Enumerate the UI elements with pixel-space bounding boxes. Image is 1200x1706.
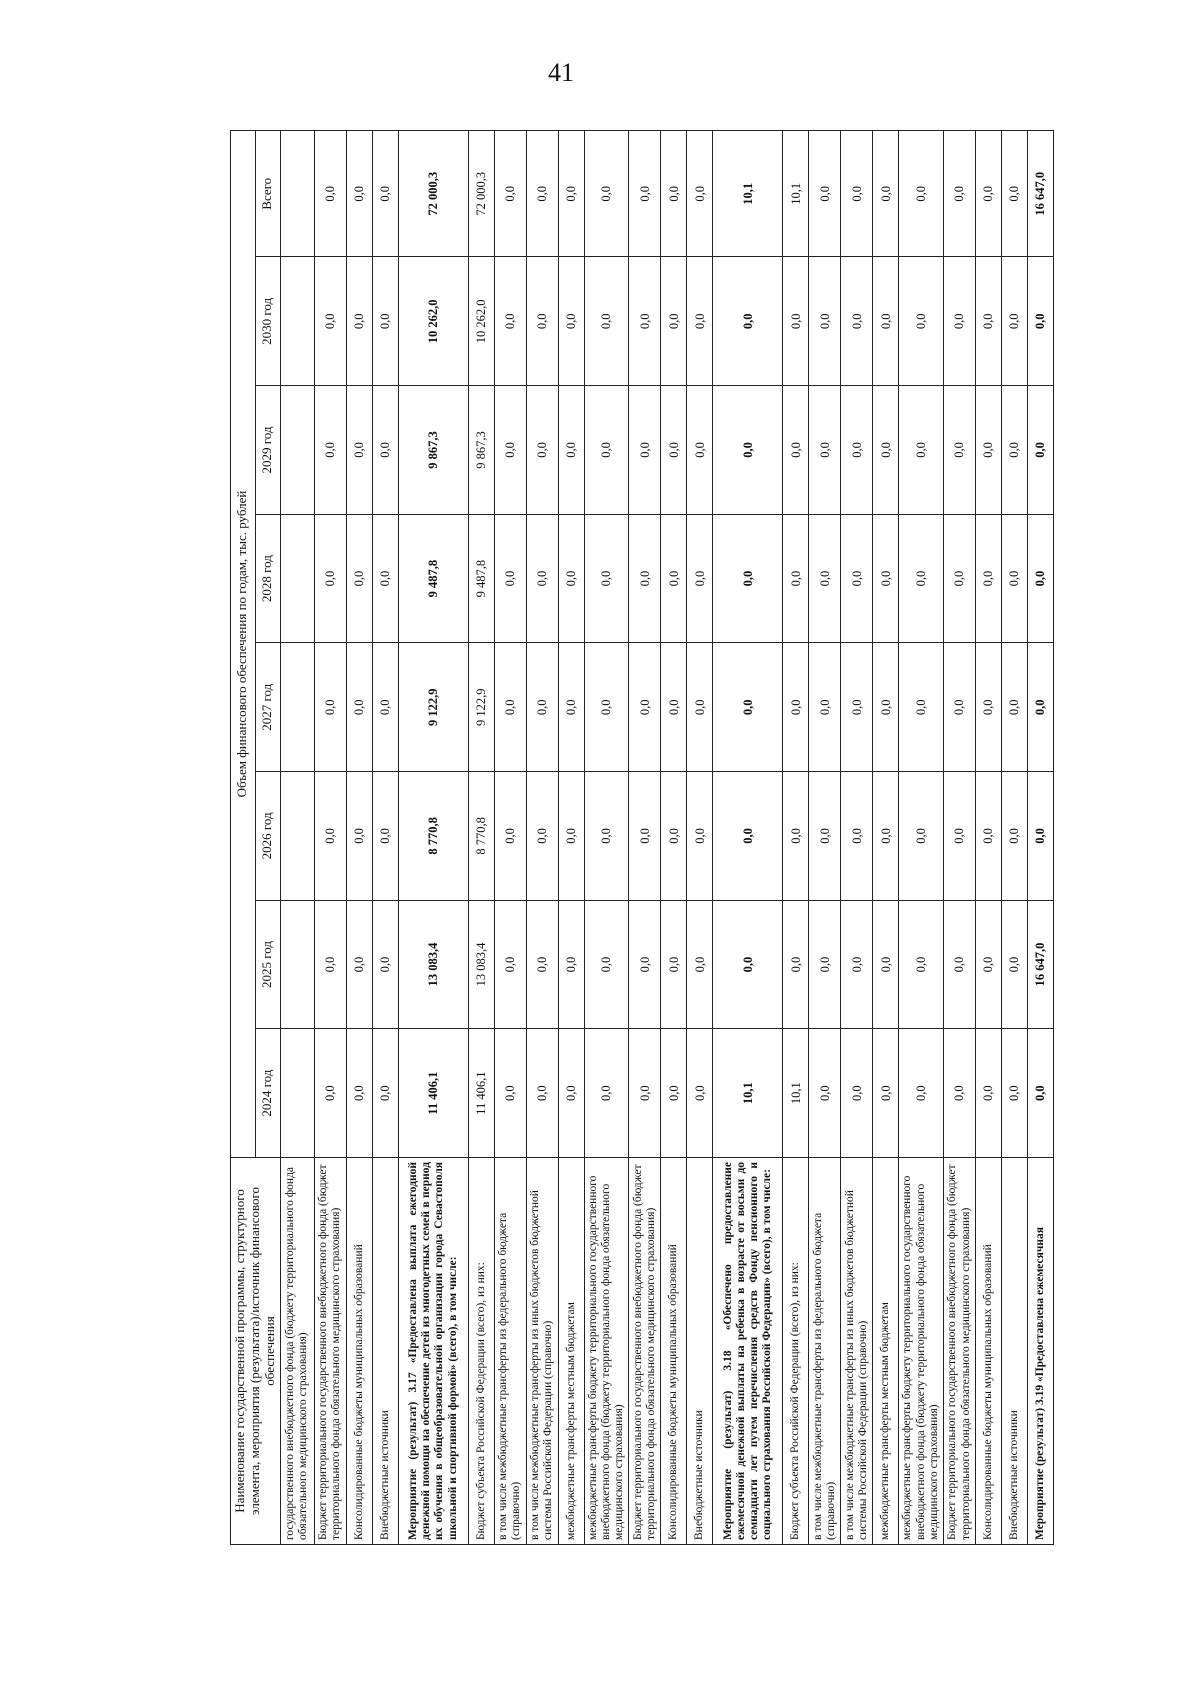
row-label: государственного внебюджетного фонда (бюджету территориального фонда обязательного медицинского страхования): [280, 1157, 314, 1544]
cell-value: 0,0: [873, 643, 899, 772]
cell-total: 0,0: [372, 131, 398, 258]
cell-value: 0,0: [372, 643, 398, 772]
header-year: 2028 год: [255, 514, 280, 643]
cell-value: 0,0: [687, 900, 713, 1029]
cell-value: 0,0: [558, 1029, 584, 1158]
cell-value: 0,0: [976, 900, 1002, 1029]
header-year: 2029 год: [255, 386, 280, 515]
cell-value: 0,0: [783, 386, 809, 515]
cell-value: 0,0: [372, 514, 398, 643]
cell-value: 0,0: [809, 386, 841, 515]
cell-value: 0,0: [809, 900, 841, 1029]
cell-value: 0,0: [629, 772, 661, 901]
cell-value: 0,0: [314, 643, 346, 772]
cell-value: 9 487,8: [468, 514, 494, 643]
row-label: Мероприятие (результат) 3.19 «Предоставлена ежемесячная: [1028, 1157, 1054, 1544]
cell-value: 0,0: [584, 386, 629, 515]
cell-value: 0,0: [629, 386, 661, 515]
cell-value: 0,0: [841, 386, 873, 515]
cell-value: 10,1: [713, 1029, 783, 1158]
table-row: [398, 131, 468, 1545]
cell-value: 16 647,0: [1028, 900, 1054, 1029]
cell-value: 0,0: [558, 386, 584, 515]
cell-value: 0,0: [841, 900, 873, 1029]
cell-total: 0,0: [629, 131, 661, 258]
cell-value: 0,0: [314, 257, 346, 386]
cell-value: 0,0: [944, 514, 976, 643]
cell-total: 0,0: [873, 131, 899, 258]
cell-value: 0,0: [1028, 514, 1054, 643]
cell-value: 0,0: [783, 772, 809, 901]
cell-value: 0,0: [899, 514, 944, 643]
cell-value: 0,0: [494, 514, 526, 643]
cell-total: 0,0: [841, 131, 873, 258]
cell-value: [280, 514, 314, 643]
cell-value: 0,0: [783, 643, 809, 772]
row-label: в том числе межбюджетные трансферты из иных бюджетов бюджетной системы Российской Федерации (справочно): [526, 1157, 558, 1544]
cell-value: 8 770,8: [398, 772, 468, 901]
header-year: 2025 год: [255, 900, 280, 1029]
table-row: [713, 131, 783, 1545]
cell-value: 0,0: [809, 643, 841, 772]
cell-value: 0,0: [873, 900, 899, 1029]
cell-value: 0,0: [899, 1029, 944, 1158]
cell-value: 0,0: [944, 257, 976, 386]
cell-value: [280, 900, 314, 1029]
cell-value: 0,0: [713, 257, 783, 386]
cell-value: 0,0: [558, 900, 584, 1029]
table-row: [526, 131, 558, 1545]
rotated-table-container: [230, 130, 1060, 1545]
cell-value: 9 487,8: [398, 514, 468, 643]
cell-total: 72 000,3: [468, 131, 494, 258]
cell-value: 0,0: [976, 1029, 1002, 1158]
cell-value: 0,0: [661, 643, 687, 772]
cell-value: 0,0: [584, 643, 629, 772]
cell-value: 0,0: [873, 257, 899, 386]
cell-value: 0,0: [346, 1029, 372, 1158]
page-number: 41: [548, 58, 574, 87]
cell-value: 0,0: [1028, 257, 1054, 386]
table-row: [899, 131, 944, 1545]
cell-value: [280, 1029, 314, 1158]
cell-value: 0,0: [584, 257, 629, 386]
cell-value: 0,0: [713, 386, 783, 515]
cell-value: 10 262,0: [398, 257, 468, 386]
cell-value: 9 122,9: [398, 643, 468, 772]
cell-value: 0,0: [526, 643, 558, 772]
cell-total: 10,1: [713, 131, 783, 258]
cell-value: 0,0: [899, 772, 944, 901]
cell-value: 0,0: [346, 386, 372, 515]
cell-value: 0,0: [661, 1029, 687, 1158]
cell-value: 0,0: [629, 257, 661, 386]
cell-value: 0,0: [314, 386, 346, 515]
cell-value: 0,0: [629, 643, 661, 772]
cell-value: 0,0: [899, 386, 944, 515]
cell-value: 0,0: [314, 900, 346, 1029]
cell-total: 0,0: [899, 131, 944, 258]
cell-value: 0,0: [1002, 900, 1028, 1029]
cell-value: 0,0: [494, 386, 526, 515]
cell-value: 0,0: [1002, 1029, 1028, 1158]
cell-total: 72 000,3: [398, 131, 468, 258]
cell-total: 0,0: [558, 131, 584, 258]
cell-value: 0,0: [841, 643, 873, 772]
cell-value: 13 083,4: [468, 900, 494, 1029]
table-row: [873, 131, 899, 1545]
header-year: 2026 год: [255, 772, 280, 901]
cell-value: 0,0: [584, 514, 629, 643]
cell-value: 0,0: [783, 514, 809, 643]
cell-value: 0,0: [1002, 386, 1028, 515]
cell-value: 0,0: [687, 1029, 713, 1158]
cell-value: 0,0: [494, 643, 526, 772]
cell-total: 0,0: [687, 131, 713, 258]
cell-value: 8 770,8: [468, 772, 494, 901]
cell-value: 0,0: [584, 1029, 629, 1158]
cell-value: 0,0: [976, 772, 1002, 901]
cell-value: 0,0: [494, 900, 526, 1029]
cell-value: 0,0: [314, 772, 346, 901]
cell-value: 0,0: [873, 772, 899, 901]
cell-value: 0,0: [944, 772, 976, 901]
cell-value: 0,0: [809, 514, 841, 643]
cell-total: 0,0: [526, 131, 558, 258]
cell-value: 0,0: [713, 514, 783, 643]
table-row: [661, 131, 687, 1545]
table-row: [1002, 131, 1028, 1545]
row-label: Бюджет территориального государственного внебюджетного фонда (бюджет территориального фонда обязательного медицинского страхования): [629, 1157, 661, 1544]
cell-value: 0,0: [1028, 772, 1054, 901]
table-row: [280, 131, 314, 1545]
cell-value: 0,0: [526, 386, 558, 515]
cell-total: 0,0: [1002, 131, 1028, 258]
cell-total: 16 647,0: [1028, 131, 1054, 258]
cell-value: 11 406,1: [398, 1029, 468, 1158]
cell-total: 0,0: [809, 131, 841, 258]
row-label: в том числе межбюджетные трансферты из федерального бюджета (справочно): [494, 1157, 526, 1544]
table-body: [280, 131, 1053, 1545]
row-label: межбюджетные трансферты местным бюджетам: [873, 1157, 899, 1544]
cell-value: 0,0: [346, 772, 372, 901]
header-name: Наименование государственной программы, структурного элемента, мероприятия (результата)/источник финансового обеспечения: [231, 1157, 281, 1544]
cell-value: 10 262,0: [468, 257, 494, 386]
cell-total: 0,0: [944, 131, 976, 258]
cell-value: 10,1: [783, 1029, 809, 1158]
table-row: [558, 131, 584, 1545]
cell-value: 0,0: [661, 386, 687, 515]
financing-table: [230, 130, 1054, 1545]
cell-value: 0,0: [944, 900, 976, 1029]
row-label: в том числе межбюджетные трансферты из федерального бюджета (справочно): [809, 1157, 841, 1544]
table-row: [629, 131, 661, 1545]
cell-value: 0,0: [809, 772, 841, 901]
cell-total: 0,0: [494, 131, 526, 258]
table-row: [372, 131, 398, 1545]
row-label: Консолидированные бюджеты муниципальных образований: [346, 1157, 372, 1544]
cell-value: 0,0: [661, 257, 687, 386]
cell-total: [280, 131, 314, 258]
cell-value: 0,0: [372, 772, 398, 901]
cell-value: 0,0: [584, 900, 629, 1029]
cell-value: 0,0: [661, 900, 687, 1029]
table-row: [314, 131, 346, 1545]
cell-value: 0,0: [526, 257, 558, 386]
cell-value: 0,0: [841, 514, 873, 643]
cell-value: 0,0: [314, 1029, 346, 1158]
header-year: 2027 год: [255, 643, 280, 772]
header-year: 2024 год: [255, 1029, 280, 1158]
cell-value: 0,0: [841, 1029, 873, 1158]
table-row: [809, 131, 841, 1545]
cell-value: 0,0: [1028, 643, 1054, 772]
cell-value: [280, 772, 314, 901]
row-label: Бюджет территориального государственного внебюджетного фонда (бюджет территориального фонда обязательного медицинского страхования): [944, 1157, 976, 1544]
table-row: [687, 131, 713, 1545]
row-label: Бюджет субъекта Российской Федерации (всего), из них:: [468, 1157, 494, 1544]
cell-value: 0,0: [526, 1029, 558, 1158]
cell-value: 0,0: [809, 1029, 841, 1158]
cell-value: 9 867,3: [468, 386, 494, 515]
cell-value: 0,0: [314, 514, 346, 643]
cell-value: 0,0: [1002, 643, 1028, 772]
cell-value: 0,0: [1028, 1029, 1054, 1158]
table-row: [944, 131, 976, 1545]
table-row: [1028, 131, 1054, 1545]
header-row-group: [231, 131, 256, 1545]
cell-value: 0,0: [494, 257, 526, 386]
cell-value: 0,0: [687, 257, 713, 386]
row-label: межбюджетные трансферты бюджету территориального государственного внебюджетного фонда (бюджету территориального фонда обязательного медицинского страхования): [584, 1157, 629, 1544]
cell-value: 0,0: [372, 1029, 398, 1158]
cell-value: 0,0: [899, 643, 944, 772]
row-label: Мероприятие (результат) 3.17 «Предоставлена выплата ежегодной денежной помощи на обеспечение детей из многодетных семей в период их обучения в общеобразовательной организации города Севастополя школьной и спортивной формой» (всего), в том числе:: [398, 1157, 468, 1544]
cell-value: 13 083,4: [398, 900, 468, 1029]
cell-value: 0,0: [372, 386, 398, 515]
cell-value: 0,0: [1002, 257, 1028, 386]
cell-value: 0,0: [713, 900, 783, 1029]
cell-value: 0,0: [661, 514, 687, 643]
cell-value: 0,0: [558, 772, 584, 901]
table-row: [783, 131, 809, 1545]
cell-value: 0,0: [944, 643, 976, 772]
cell-value: 0,0: [899, 900, 944, 1029]
header-total: Всего: [255, 131, 280, 258]
cell-value: 0,0: [944, 1029, 976, 1158]
cell-value: 0,0: [661, 772, 687, 901]
cell-value: 0,0: [809, 257, 841, 386]
cell-value: 11 406,1: [468, 1029, 494, 1158]
cell-value: 0,0: [1002, 514, 1028, 643]
row-label: Консолидированные бюджеты муниципальных образований: [976, 1157, 1002, 1544]
cell-value: 0,0: [944, 386, 976, 515]
row-label: межбюджетные трансферты бюджету территориального государственного внебюджетного фонда (бюджету территориального фонда обязательного медицинского страхования): [899, 1157, 944, 1544]
cell-value: 0,0: [494, 772, 526, 901]
row-label: Бюджет субъекта Российской Федерации (всего), из них:: [783, 1157, 809, 1544]
cell-value: 0,0: [629, 1029, 661, 1158]
cell-value: 0,0: [841, 772, 873, 901]
cell-value: 0,0: [558, 643, 584, 772]
cell-value: 9 867,3: [398, 386, 468, 515]
row-label: Внебюджетные источники: [1002, 1157, 1028, 1544]
cell-value: 0,0: [526, 900, 558, 1029]
cell-value: 0,0: [687, 772, 713, 901]
cell-value: 0,0: [873, 514, 899, 643]
row-label: Бюджет территориального государственного внебюджетного фонда (бюджет территориального фонда обязательного медицинского страхования): [314, 1157, 346, 1544]
table-row: [494, 131, 526, 1545]
cell-value: 0,0: [687, 514, 713, 643]
cell-value: 0,0: [1028, 386, 1054, 515]
cell-value: 0,0: [841, 257, 873, 386]
cell-total: 0,0: [346, 131, 372, 258]
cell-total: 0,0: [976, 131, 1002, 258]
cell-total: 0,0: [661, 131, 687, 258]
cell-value: 0,0: [713, 772, 783, 901]
header-group: Объем финансового обеспечения по годам, тыс. рублей: [231, 131, 256, 1158]
table-row: [346, 131, 372, 1545]
cell-value: 0,0: [558, 257, 584, 386]
cell-value: 0,0: [526, 514, 558, 643]
cell-value: 0,0: [346, 514, 372, 643]
cell-value: 0,0: [899, 257, 944, 386]
cell-value: 0,0: [372, 257, 398, 386]
cell-value: 0,0: [783, 900, 809, 1029]
cell-value: 0,0: [976, 514, 1002, 643]
cell-value: [280, 257, 314, 386]
cell-value: 0,0: [346, 257, 372, 386]
cell-value: 0,0: [873, 1029, 899, 1158]
cell-value: 0,0: [372, 900, 398, 1029]
cell-value: 0,0: [629, 900, 661, 1029]
table-row: [468, 131, 494, 1545]
cell-value: 0,0: [494, 1029, 526, 1158]
table-row: [584, 131, 629, 1545]
cell-value: [280, 386, 314, 515]
row-label: Внебюджетные источники: [372, 1157, 398, 1544]
cell-value: 0,0: [629, 514, 661, 643]
cell-value: 0,0: [873, 386, 899, 515]
cell-value: 0,0: [584, 772, 629, 901]
cell-value: 0,0: [783, 257, 809, 386]
cell-value: 0,0: [713, 643, 783, 772]
row-label: в том числе межбюджетные трансферты из иных бюджетов бюджетной системы Российской Федерации (справочно): [841, 1157, 873, 1544]
cell-value: 0,0: [558, 514, 584, 643]
cell-value: 0,0: [526, 772, 558, 901]
header-year: 2030 год: [255, 257, 280, 386]
cell-total: 0,0: [314, 131, 346, 258]
table-row: [976, 131, 1002, 1545]
cell-value: 0,0: [687, 386, 713, 515]
row-label: Внебюджетные источники: [687, 1157, 713, 1544]
cell-total: 10,1: [783, 131, 809, 258]
cell-value: 0,0: [346, 900, 372, 1029]
cell-total: 0,0: [584, 131, 629, 258]
row-label: Мероприятие (результат) 3.18 «Обеспечено предоставление ежемесячной денежной выплаты на ребенка в возрасте от восьми до семнадцати лет путем перечисления средств Фонду пенсионного и социального страхования Российской Федерации» (всего), в том числе:: [713, 1157, 783, 1544]
cell-value: 0,0: [687, 643, 713, 772]
row-label: Консолидированные бюджеты муниципальных образований: [661, 1157, 687, 1544]
row-label: межбюджетные трансферты местным бюджетам: [558, 1157, 584, 1544]
cell-value: 0,0: [346, 643, 372, 772]
cell-value: 0,0: [976, 386, 1002, 515]
cell-value: 0,0: [976, 643, 1002, 772]
cell-value: 0,0: [1002, 772, 1028, 901]
table-row: [841, 131, 873, 1545]
cell-value: 0,0: [976, 257, 1002, 386]
cell-value: [280, 643, 314, 772]
cell-value: 9 122,9: [468, 643, 494, 772]
